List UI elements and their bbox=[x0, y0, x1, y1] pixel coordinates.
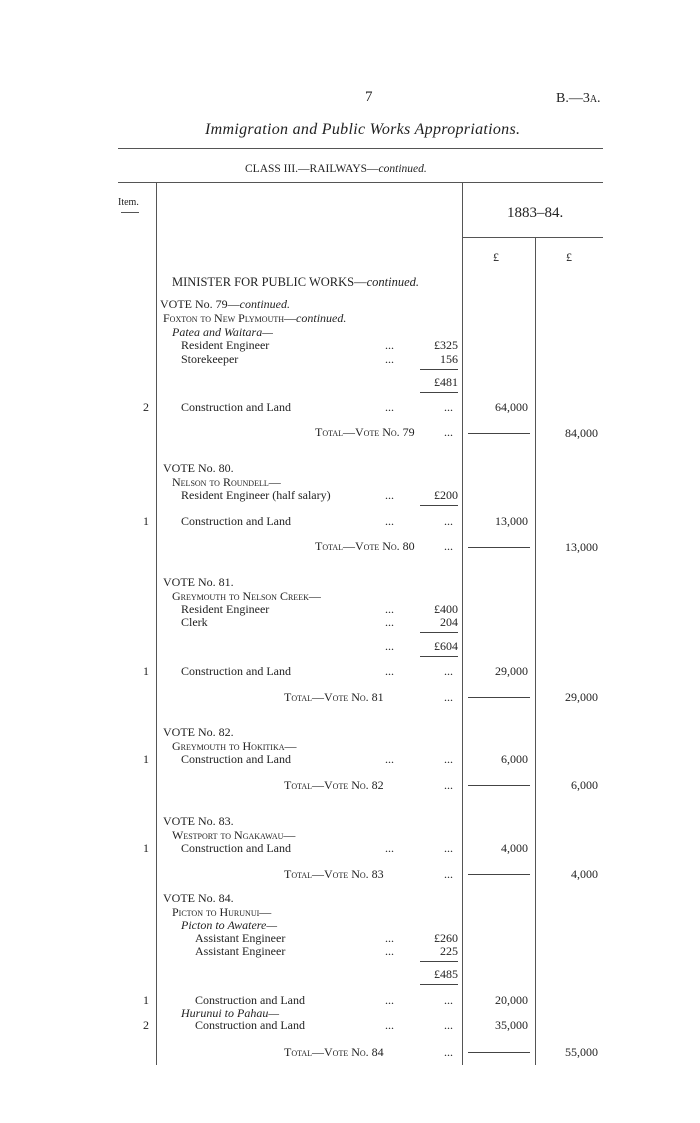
vote-81-item-number-1: 1 bbox=[143, 664, 149, 678]
vote-80-total-label: Total—Vote No. 80 bbox=[315, 539, 415, 553]
pound-column-header-1: £ bbox=[493, 250, 499, 264]
vote-84-total-dots: ... bbox=[444, 1045, 453, 1059]
vote-83-total-label: Total—Vote No. 83 bbox=[284, 867, 384, 881]
vote-79-total-dots: ... bbox=[444, 425, 453, 439]
vote-80-staff-label-1: Resident Engineer (half salary) bbox=[181, 488, 331, 502]
vote-81-total-label: Total—Vote No. 81 bbox=[284, 690, 384, 704]
vote-84-item-number-2: 2 bbox=[143, 1018, 149, 1032]
vote-82-item-number-1: 1 bbox=[143, 752, 149, 766]
vote-80-item-number-1: 1 bbox=[143, 514, 149, 528]
vote-84-total-label: Total—Vote No. 84 bbox=[284, 1045, 384, 1059]
vote-81-total-dots: ... bbox=[444, 690, 453, 704]
vote-79-item-number-1: 2 bbox=[143, 400, 149, 414]
vote-79-staff-amount-1: £325 bbox=[434, 338, 458, 352]
vote-79-staff-dots-1: ... bbox=[385, 338, 394, 352]
vote-81-column-sum-rule bbox=[468, 697, 530, 698]
vote-84-staff-dots-1: ... bbox=[385, 931, 394, 945]
vote-79-staff-dots-2: ... bbox=[385, 352, 394, 366]
vote-83-title: VOTE No. 83. bbox=[163, 814, 234, 828]
vote-81-section: Greymouth to Nelson Creek— bbox=[172, 589, 321, 603]
vote-83-item-number-1: 1 bbox=[143, 841, 149, 855]
vote-79-column-sum-rule bbox=[468, 433, 530, 434]
table-top-rule bbox=[118, 182, 603, 183]
vote-80-total-dots: ... bbox=[444, 539, 453, 553]
vote-84-item-dots-2a: ... bbox=[385, 1018, 394, 1032]
vote-84-staff-total: £485 bbox=[434, 967, 458, 981]
minister-heading-suffix: continued. bbox=[366, 275, 420, 289]
vote-82-total-dots: ... bbox=[444, 778, 453, 792]
vote-81-staff-dots-1: ... bbox=[385, 602, 394, 616]
vote-79-staff-sum-rule-bottom bbox=[420, 392, 458, 393]
vote-84-staff-sum-rule bbox=[420, 961, 458, 962]
running-title: Immigration and Public Works Appropriations. bbox=[205, 121, 521, 138]
vote-83-item-amount-1: 4,000 bbox=[501, 841, 528, 855]
vote-81-item-dots-a: ... bbox=[385, 664, 394, 678]
vote-82-column-sum-rule bbox=[468, 785, 530, 786]
vote-80-column-sum-rule bbox=[468, 547, 530, 548]
vote-81-staff-sum-rule bbox=[420, 632, 458, 633]
vote-82-title: VOTE No. 82. bbox=[163, 725, 234, 739]
vote-84-item-amount-2: 35,000 bbox=[495, 1018, 528, 1032]
year-header-rule bbox=[462, 237, 603, 238]
vote-80-staff-sum-rule bbox=[420, 505, 458, 506]
vote-79-staff-label-1: Resident Engineer bbox=[181, 338, 270, 352]
vote-84-subsection: Picton to Awatere— bbox=[181, 918, 277, 932]
vote-79-title-suffix: continued. bbox=[239, 297, 290, 311]
vote-79-staff-amount-2: 156 bbox=[440, 352, 458, 366]
vote-81-item-label-1: Construction and Land bbox=[181, 664, 291, 678]
amount-column-divider-2 bbox=[535, 237, 536, 1065]
year-column-header: 1883–84. bbox=[507, 205, 564, 221]
vote-81-staff-label-2: Clerk bbox=[181, 615, 208, 629]
vote-81-staff-total: £604 bbox=[434, 639, 458, 653]
vote-79-staff-total: £481 bbox=[434, 375, 458, 389]
vote-84-column-sum-rule bbox=[468, 1052, 530, 1053]
vote-83-item-dots-b: ... bbox=[444, 841, 453, 855]
vote-84-staff-label-1: Assistant Engineer bbox=[195, 931, 286, 945]
vote-79-item-dots-a: ... bbox=[385, 400, 394, 414]
item-column-divider bbox=[156, 183, 157, 1065]
vote-81-staff-amount-2: 204 bbox=[440, 615, 458, 629]
vote-83-column-sum-rule bbox=[468, 874, 530, 875]
vote-84-total: 55,000 bbox=[565, 1045, 598, 1059]
item-header-underline bbox=[121, 212, 139, 213]
vote-80-title: VOTE No. 80. bbox=[163, 461, 234, 475]
vote-80-section: Nelson to Roundell— bbox=[172, 475, 281, 489]
vote-79-item-amount-1: 64,000 bbox=[495, 400, 528, 414]
vote-84-item-label-1: Construction and Land bbox=[195, 993, 305, 1007]
vote-84-section: Picton to Hurunui— bbox=[172, 905, 272, 919]
vote-79-subsection: Patea and Waitara— bbox=[172, 325, 273, 339]
vote-81-staff-dots-2: ... bbox=[385, 615, 394, 629]
vote-83-section: Westport to Ngakawau— bbox=[172, 828, 296, 842]
vote-79-staff-sum-rule bbox=[420, 369, 458, 370]
vote-81-total: 29,000 bbox=[565, 690, 598, 704]
vote-82-item-label-1: Construction and Land bbox=[181, 752, 291, 766]
vote-79-total-label: Total—Vote No. 79 bbox=[315, 425, 415, 439]
vote-84-item-amount-1: 20,000 bbox=[495, 993, 528, 1007]
vote-84-item-dots-1b: ... bbox=[444, 993, 453, 1007]
vote-82-total: 6,000 bbox=[571, 778, 598, 792]
vote-82-total-label: Total—Vote No. 82 bbox=[284, 778, 384, 792]
vote-81-staff-sum-rule-bottom bbox=[420, 656, 458, 657]
vote-83-item-label-1: Construction and Land bbox=[181, 841, 291, 855]
vote-79-total: 84,000 bbox=[565, 426, 598, 440]
vote-80-staff-dots-1: ... bbox=[385, 488, 394, 502]
pound-column-header-2: £ bbox=[566, 250, 572, 264]
vote-80-total: 13,000 bbox=[565, 540, 598, 554]
class-heading-text: CLASS III.—RAILWAYS— bbox=[245, 163, 379, 175]
vote-82-item-dots-b: ... bbox=[444, 752, 453, 766]
vote-81-staff-total-dots: ... bbox=[385, 639, 394, 653]
vote-80-item-label-1: Construction and Land bbox=[181, 514, 291, 528]
vote-84-item-number-1: 1 bbox=[143, 993, 149, 1007]
item-column-header: Item. bbox=[118, 197, 139, 208]
vote-80-staff-amount-1: £200 bbox=[434, 488, 458, 502]
class-heading bbox=[245, 162, 427, 176]
vote-79-section bbox=[163, 311, 346, 325]
vote-81-title: VOTE No. 81. bbox=[163, 575, 234, 589]
vote-84-item-label-2: Construction and Land bbox=[195, 1018, 305, 1032]
vote-82-section: Greymouth to Hokitika— bbox=[172, 739, 297, 753]
header-rule bbox=[118, 148, 603, 149]
vote-83-total-dots: ... bbox=[444, 867, 453, 881]
vote-84-staff-label-2: Assistant Engineer bbox=[195, 944, 286, 958]
vote-84-staff-amount-2: 225 bbox=[440, 944, 458, 958]
vote-84-title: VOTE No. 84. bbox=[163, 891, 234, 905]
vote-84-staff-dots-2: ... bbox=[385, 944, 394, 958]
minister-heading-text: MINISTER FOR PUBLIC WORKS— bbox=[172, 275, 367, 289]
vote-80-item-amount-1: 13,000 bbox=[495, 514, 528, 528]
vote-84-item-dots-1a: ... bbox=[385, 993, 394, 1007]
vote-84-staff-sum-rule-bottom bbox=[420, 984, 458, 985]
vote-79-section-suffix: continued. bbox=[296, 311, 347, 325]
vote-79-title-text: VOTE No. 79— bbox=[160, 297, 240, 311]
amount-column-divider-1 bbox=[462, 183, 463, 1065]
vote-80-item-dots-b: ... bbox=[444, 514, 453, 528]
vote-79-item-dots-b: ... bbox=[444, 400, 453, 414]
vote-79-staff-label-2: Storekeeper bbox=[181, 352, 239, 366]
document-reference: B.—3a. bbox=[556, 91, 601, 106]
minister-heading bbox=[172, 275, 419, 289]
class-heading-suffix: continued. bbox=[378, 163, 427, 175]
vote-80-item-dots-a: ... bbox=[385, 514, 394, 528]
page-number: 7 bbox=[365, 89, 373, 105]
vote-79-section-text: Foxton to New Plymouth— bbox=[163, 311, 297, 325]
vote-84-staff-amount-1: £260 bbox=[434, 931, 458, 945]
vote-79-item-label-1: Construction and Land bbox=[181, 400, 291, 414]
vote-84-item-dots-2b: ... bbox=[444, 1018, 453, 1032]
vote-79-title bbox=[160, 297, 290, 311]
vote-82-item-amount-1: 6,000 bbox=[501, 752, 528, 766]
vote-82-item-dots-a: ... bbox=[385, 752, 394, 766]
vote-81-staff-label-1: Resident Engineer bbox=[181, 602, 270, 616]
vote-83-total: 4,000 bbox=[571, 867, 598, 881]
vote-81-item-dots-b: ... bbox=[444, 664, 453, 678]
vote-83-item-dots-a: ... bbox=[385, 841, 394, 855]
vote-84-subsection-2: Hurunui to Pahau— bbox=[181, 1006, 280, 1020]
vote-81-staff-amount-1: £400 bbox=[434, 602, 458, 616]
vote-81-item-amount-1: 29,000 bbox=[495, 664, 528, 678]
